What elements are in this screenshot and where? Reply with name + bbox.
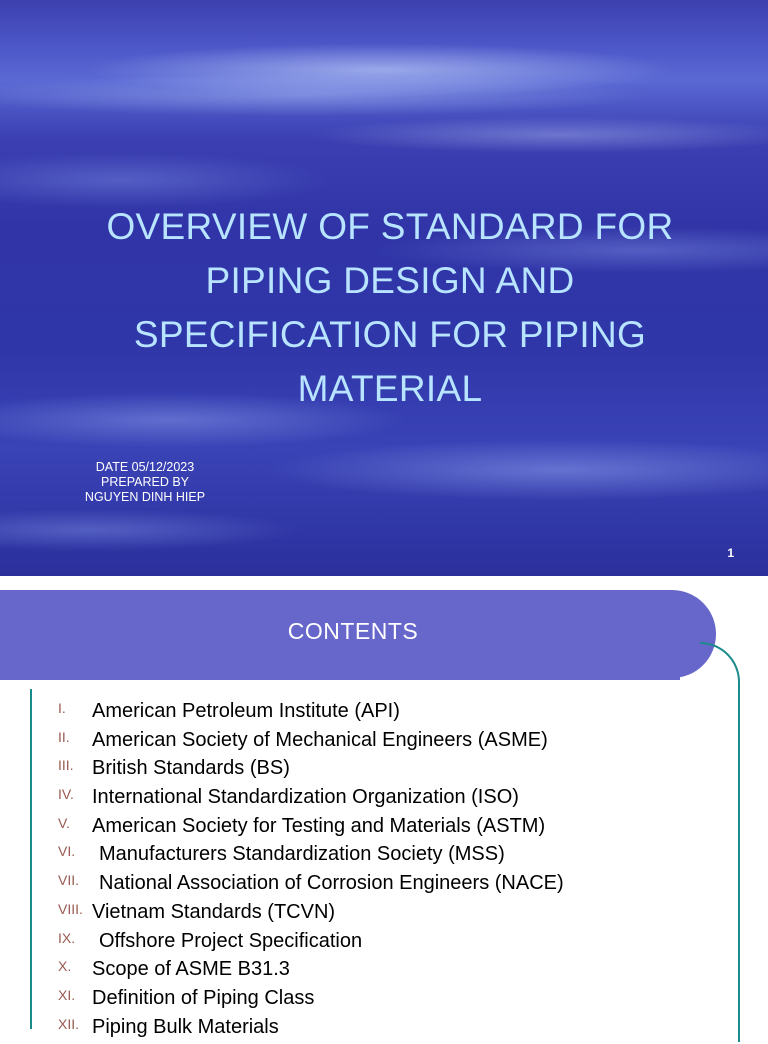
list-item-numeral: XII. xyxy=(58,1015,80,1032)
list-item xyxy=(58,986,315,1016)
list-item-text: American Petroleum Institute (API) xyxy=(92,700,400,722)
header-rule xyxy=(0,677,680,680)
list-item-text: Vietnam Standards (TCVN) xyxy=(92,900,336,923)
prepared-by-text: PREPARED BY xyxy=(101,475,189,489)
list-item xyxy=(58,843,505,872)
list-item xyxy=(58,786,519,815)
list-item-numeral: IX. xyxy=(58,929,76,946)
frame-line-right xyxy=(700,642,740,1042)
list-item-text: Scope of ASME B31.3 xyxy=(92,958,290,981)
list-item-text: American Society of Mechanical Engineers (ASME) xyxy=(92,728,548,751)
list-item xyxy=(58,872,564,901)
list-item-text: International Standardization Organization (ISO) xyxy=(92,786,519,809)
list-item xyxy=(58,1015,279,1044)
list-item xyxy=(58,958,290,987)
contents-title: CONTENTS xyxy=(287,618,419,644)
list-item-numeral: III. xyxy=(58,757,74,774)
list-item-numeral: IV. xyxy=(58,786,74,803)
list-item-numeral: V. xyxy=(58,814,70,831)
list-item-text: British Standards (BS) xyxy=(92,757,290,780)
list-item-text: American Society for Testing and Materials (ASTM) xyxy=(92,814,546,837)
list-item-text: Piping Bulk Materials xyxy=(92,1015,279,1038)
list-item xyxy=(58,929,363,959)
slide-title: OVERVIEW OF STANDARD FOR PIPING DESIGN AND SPECIFICATION FOR PIPING MATERIAL xyxy=(106,206,674,409)
date-text: DATE 05/12/2023 xyxy=(95,460,195,474)
list-item-numeral: XI. xyxy=(58,986,76,1003)
list-item-text: Manufacturers Standardization Society (MSS) xyxy=(99,843,505,866)
list-item-text: Offshore Project Specification xyxy=(99,929,363,952)
list-item-numeral: II. xyxy=(58,728,70,745)
list-item xyxy=(58,900,336,930)
author-text: NGUYEN DINH HIEP xyxy=(84,490,206,504)
list-item-numeral: X. xyxy=(58,958,72,975)
list-item xyxy=(58,728,548,758)
list-item xyxy=(58,814,546,844)
list-item-numeral: VIII. xyxy=(58,900,83,917)
list-item-numeral: I. xyxy=(58,700,66,716)
list-item-text: Definition of Piping Class xyxy=(92,986,315,1009)
frame-line-left xyxy=(30,689,32,1029)
list-item-numeral: VII. xyxy=(58,872,80,889)
list-item-text: National Association of Corrosion Engineers (NACE) xyxy=(99,872,564,895)
page-number: 1 xyxy=(727,546,734,560)
list-item xyxy=(58,700,400,729)
slide-meta xyxy=(60,460,230,505)
list-item xyxy=(58,757,290,786)
contents-list xyxy=(58,700,564,1044)
contents-slide xyxy=(0,576,768,1038)
list-item-numeral: VI. xyxy=(58,843,76,860)
